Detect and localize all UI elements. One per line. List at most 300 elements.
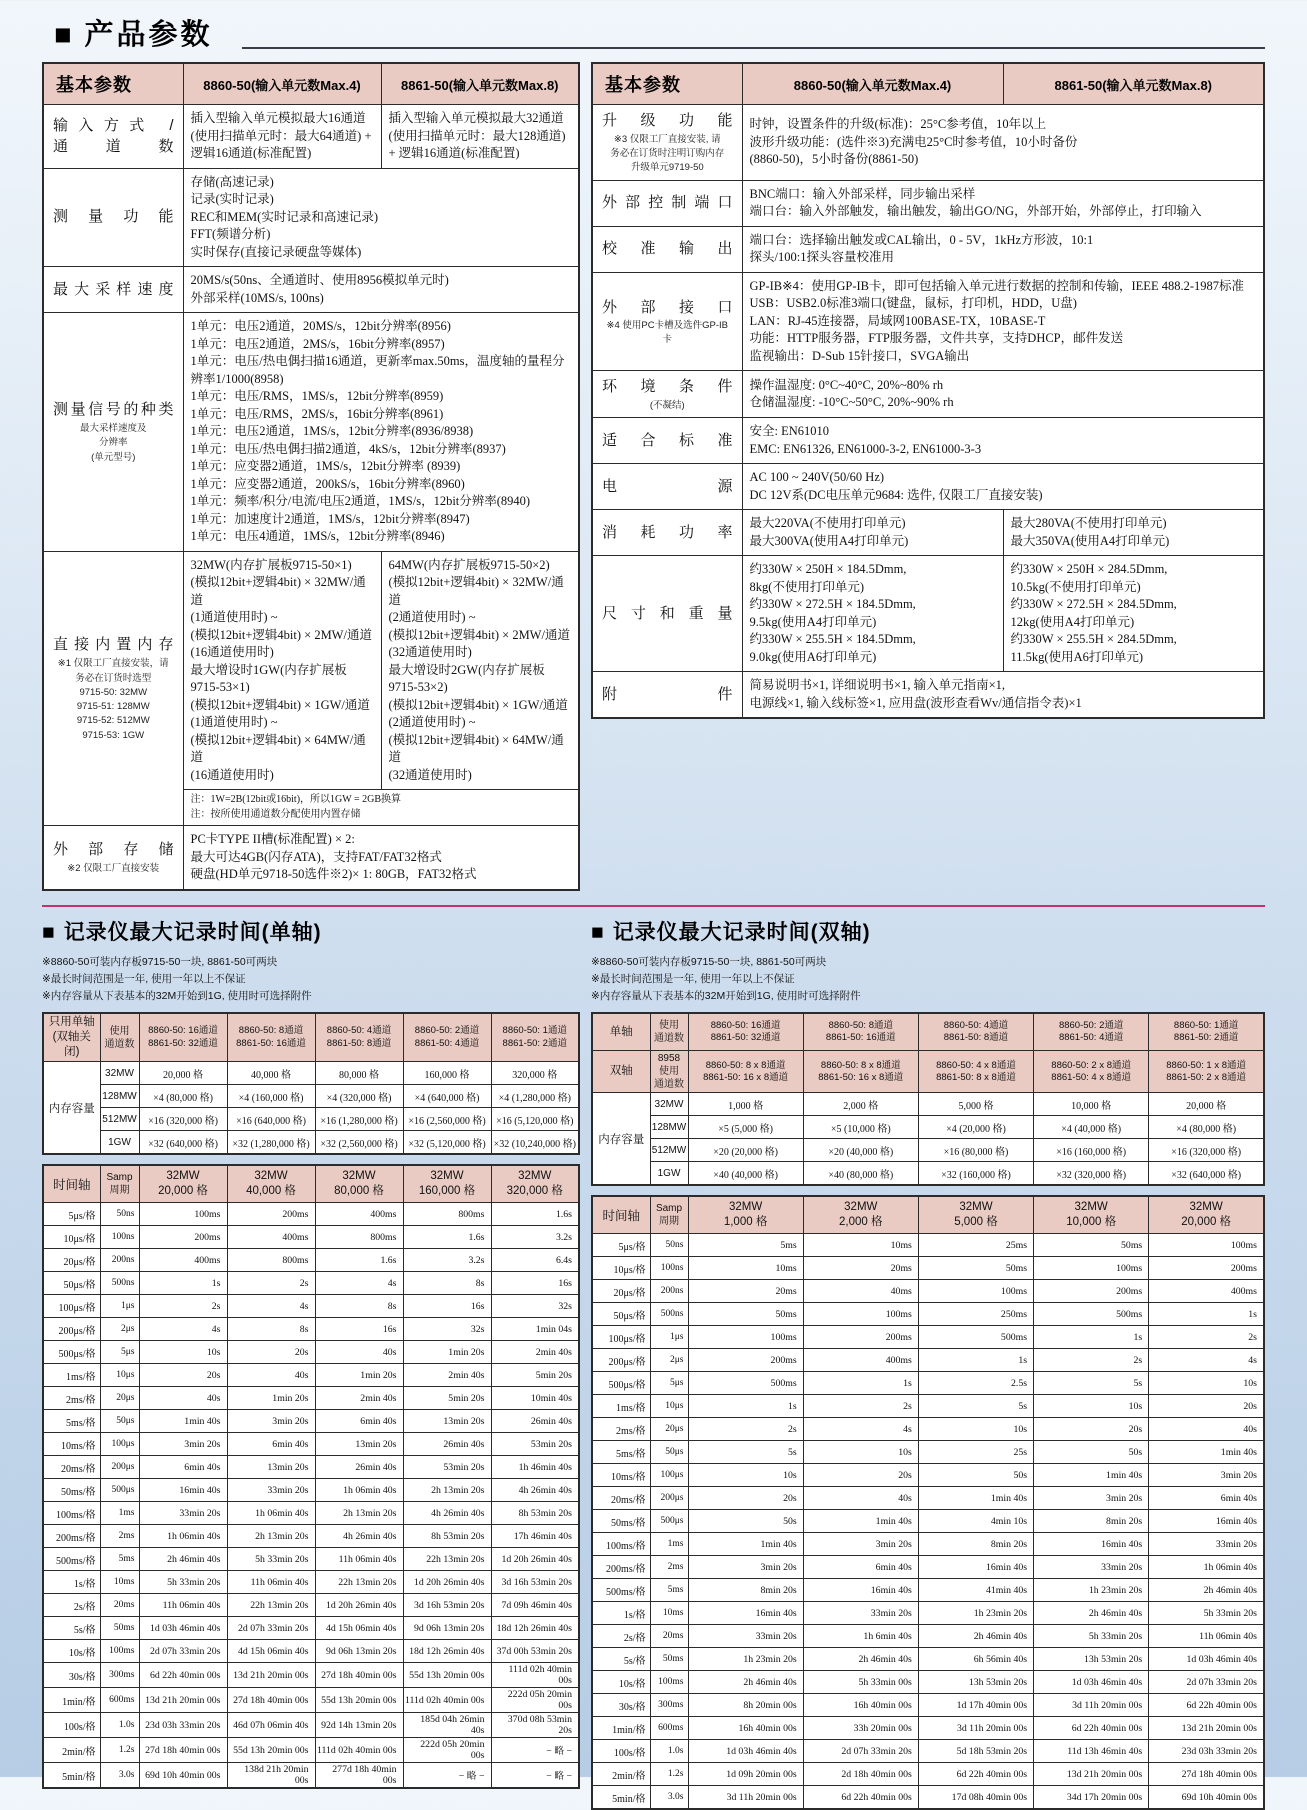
- record-time-value: 1s: [139, 1272, 227, 1295]
- record-time-value: 13min 20s: [227, 1456, 315, 1479]
- memory-size: 512MW: [650, 1139, 688, 1162]
- record-time-value: 1d 03h 46min 40s: [1149, 1648, 1264, 1671]
- text-line: 实时保存(直接记录硬盘等媒体): [190, 244, 362, 259]
- text-line: 8861-50: 32通道: [148, 1037, 218, 1049]
- time-row-label: 20μs/格: [592, 1280, 650, 1303]
- text-line: 探头/100:1探头容量校准用: [749, 250, 894, 265]
- record-time-value: 5h 33min 20s: [227, 1548, 315, 1571]
- record-time-value: 2d 07h 33min 20s: [1149, 1671, 1264, 1694]
- text-line: (模拟12bit+逻辑4bit) × 2MW/通道: [388, 627, 570, 642]
- text-line: (1通道使用时) ~: [190, 610, 278, 624]
- record-time-value: 200ms: [227, 1203, 315, 1226]
- row-label-text: 通道数: [53, 138, 174, 156]
- record-time-value: 1min 40s: [139, 1410, 227, 1433]
- samp-period-label: [100, 1165, 139, 1203]
- text-line: 8861-50: 8 x 8通道: [936, 1071, 1016, 1083]
- record-time-value: 25s: [918, 1441, 1033, 1464]
- row-label-text: 直接内置内存: [53, 636, 174, 654]
- time-row: [592, 1602, 1264, 1625]
- time-row: [592, 1303, 1264, 1326]
- record-time-value: 1.6s: [315, 1249, 403, 1272]
- text-line: 320,000 格: [506, 1185, 563, 1198]
- text-line: 约330W × 272.5H × 184.5Dmm,: [749, 597, 916, 612]
- spec-row-label: [43, 551, 183, 826]
- samp-period-value: 3.0s: [100, 1763, 139, 1789]
- text-line: (模拟12bit+逻辑4bit) × 64MW/通道: [388, 732, 564, 764]
- memory-size: 128MW: [100, 1085, 139, 1108]
- text-line: 32MW: [728, 1201, 763, 1214]
- dual-axis-time-table: [591, 1195, 1265, 1810]
- time-header-row: [592, 1196, 1264, 1234]
- text-line: AC 100 ~ 240V(50/60 Hz): [749, 470, 885, 485]
- memory-value: 80,000 格: [315, 1062, 403, 1085]
- text-line: 8860-50: 1通道: [1173, 1020, 1239, 1032]
- memory-value: ×4 (640,000 格): [403, 1085, 491, 1108]
- text-line: 32MW: [959, 1201, 993, 1214]
- memory-value: ×16 (160,000 格): [1034, 1139, 1149, 1162]
- text-line: 20MS/s(50ns、全通道时、使用8956模拟单元时): [190, 273, 449, 287]
- text-line: 8860-50: 2通道: [414, 1025, 480, 1037]
- time-row-label: 500ms/格: [592, 1579, 650, 1602]
- param-header: 基本参数: [592, 63, 742, 105]
- time-row: [43, 1571, 579, 1594]
- spec-cell: [742, 105, 1264, 181]
- record-time-value: 2s: [1034, 1349, 1149, 1372]
- text-line: 32MW: [342, 1170, 376, 1183]
- time-row: [43, 1479, 579, 1502]
- record-time-value: 6d 22h 40min 00s: [1149, 1694, 1264, 1717]
- axis-corner: [592, 1013, 650, 1051]
- record-time-value: 3min 20s: [1149, 1464, 1264, 1487]
- record-time-value: 10s: [1149, 1372, 1264, 1395]
- text-line: 32MW: [430, 1170, 464, 1183]
- spec-row-label: [592, 180, 742, 226]
- row-label-text: 最大采样速度: [53, 280, 174, 298]
- text-line: 64MW(内存扩展板9715-50×2): [388, 557, 550, 572]
- row-label-text: 尺寸和重量: [602, 604, 733, 622]
- record-time-value: 6min 40s: [1149, 1487, 1264, 1510]
- text-line: 功能：HTTP服务器，FTP服务器，文件共享，支持DHCP，邮件发送: [749, 331, 1124, 346]
- record-time-value: 2h 13min 20s: [227, 1525, 315, 1548]
- record-time-value: 13min 20s: [315, 1433, 403, 1456]
- time-row-label: 50ms/格: [43, 1479, 100, 1502]
- single-axis-notes: [42, 954, 580, 1004]
- text-line: (模拟12bit+逻辑4bit) × 1GW/通道: [388, 697, 568, 712]
- time-row: [43, 1640, 579, 1663]
- time-row-label: 50μs/格: [592, 1303, 650, 1326]
- memory-value: ×4 (1,280,000 格): [491, 1085, 579, 1108]
- time-row-label: 30s/格: [43, 1663, 100, 1688]
- record-time-value: 1h 46min 40s: [491, 1456, 579, 1479]
- spec-row-label: [592, 226, 742, 272]
- spec-cell: [183, 826, 579, 890]
- text-line: EMC: EN61326, EN61000-3-2, EN61000-3-3: [749, 441, 982, 456]
- text-line: 通道数: [654, 1079, 684, 1091]
- samp-period-value: 1ms: [100, 1502, 139, 1525]
- spec-row: [43, 267, 579, 313]
- dual-axis-heading-text: 记录仪最大记录时间(双轴): [612, 921, 871, 944]
- record-time-value: 37d 00h 53min 20s: [491, 1640, 579, 1663]
- samp-period-value: 2ms: [100, 1525, 139, 1548]
- text-line: 8861-50: 16 x 8通道: [703, 1071, 789, 1083]
- record-time-value: 1min 40s: [688, 1533, 803, 1556]
- text-line: 32MW: [1074, 1201, 1108, 1214]
- record-time-value: 6d 22h 40min 00s: [918, 1763, 1033, 1786]
- time-row-label: 500ms/格: [43, 1548, 100, 1571]
- row-label-text: 电源: [602, 477, 733, 495]
- text-line: 约330W × 272.5H × 284.5Dmm,: [1010, 597, 1177, 612]
- text-line: 1单元：电压/RMS，2MS/s，16bit分辨率(8961): [190, 406, 444, 421]
- text-line: 最大可达4GB(闪存ATA)，支持FAT/FAT32格式: [190, 849, 442, 864]
- spec-row-label: [592, 105, 742, 181]
- record-time-value: 16s: [315, 1318, 403, 1341]
- record-time-value: 1d 03h 46min 40s: [688, 1740, 803, 1763]
- text-line: 注：按所使用通道数分配使用内置存储: [190, 808, 361, 820]
- section-bullet-icon: ■: [54, 19, 75, 51]
- time-row-label: 50ms/格: [592, 1510, 650, 1533]
- text-line: 8860-50: 8 x 8通道: [705, 1059, 786, 1071]
- time-row-label: 100μs/格: [43, 1295, 100, 1318]
- record-time-value: 2s: [1149, 1326, 1264, 1349]
- samp-period-value: 600ms: [650, 1717, 688, 1740]
- row-label-text: 测量信号的种类: [53, 401, 174, 419]
- channel-header: [315, 1013, 403, 1061]
- record-time-value: 3min 20s: [1034, 1487, 1149, 1510]
- text-line: 8861-50: 32通道: [710, 1032, 781, 1044]
- time-row: [592, 1786, 1264, 1810]
- spec-cell: [183, 168, 579, 267]
- note-line: ※内存容量从下表基本的32M开始到1G, 使用时可选择附件: [42, 989, 312, 1002]
- page-title-text: 产品参数: [84, 19, 213, 51]
- spec-cell: [183, 313, 579, 552]
- time-row: [592, 1395, 1264, 1418]
- time-axis-label: 时间轴: [592, 1196, 650, 1234]
- text-line: 单轴: [609, 1025, 633, 1038]
- memory-value: ×16 (2,560,000 格): [403, 1108, 491, 1131]
- time-row-label: 1s/格: [43, 1571, 100, 1594]
- record-time-value: 6min 40s: [803, 1556, 918, 1579]
- samp-period-value: 500μs: [650, 1510, 688, 1533]
- spec-header-row: [43, 63, 579, 105]
- record-time-value: 23d 03h 33min 20s: [1149, 1740, 1264, 1763]
- record-time-value: 222d 05h 20min 00s: [403, 1738, 491, 1763]
- row-label-note: 最大采样速度及: [79, 423, 147, 435]
- time-row: [592, 1418, 1264, 1441]
- record-time-value: 13d 21h 20min 00s: [227, 1663, 315, 1688]
- time-row-label: 100ms/格: [592, 1533, 650, 1556]
- record-time-value: 33min 20s: [803, 1602, 918, 1625]
- row-label-text: 升级功能: [602, 112, 733, 129]
- time-col-header: [403, 1165, 491, 1203]
- record-time-value: 16min 40s: [1149, 1510, 1264, 1533]
- record-time-value: − 略 −: [491, 1738, 579, 1763]
- samp-period-value: 10μs: [650, 1395, 688, 1418]
- text-line: 32MW: [254, 1170, 288, 1183]
- record-time-value: 55d 13h 20min 00s: [315, 1688, 403, 1713]
- channel-header: [918, 1051, 1033, 1093]
- time-row: [43, 1364, 579, 1387]
- memory-value: ×32 (640,000 格): [1149, 1162, 1264, 1186]
- text-line: 9.0kg(使用A6打印单元): [749, 649, 877, 664]
- time-row-label: 5min/格: [592, 1786, 650, 1810]
- text-line: 1单元：电压/热电偶扫描16通道，更新率max.50ms，温度轴的量程分辨率1/1000(8958): [190, 354, 565, 386]
- record-time-value: 33min 20s: [227, 1479, 315, 1502]
- memory-value: ×4 (80,000 格): [139, 1085, 227, 1108]
- row-label-note: ※1 仅限工厂直接安装，请: [57, 658, 169, 670]
- text-line: 最大300VA(使用A4打印单元): [749, 533, 909, 548]
- memory-value: ×16 (640,000 格): [227, 1108, 315, 1131]
- record-time-value: 4d 15h 06min 40s: [227, 1640, 315, 1663]
- samp-period-value: 100ms: [650, 1671, 688, 1694]
- record-time-value: 250ms: [918, 1303, 1033, 1326]
- text-line: 使用: [659, 1066, 679, 1078]
- record-time-value: 277d 18h 40min 00s: [315, 1763, 403, 1789]
- samp-period-value: 5ms: [100, 1548, 139, 1571]
- record-time-value: 1h 23min 20s: [918, 1602, 1033, 1625]
- text-line: 8958: [657, 1053, 681, 1065]
- memory-value: ×40 (80,000 格): [803, 1162, 918, 1186]
- time-row-label: 2ms/格: [43, 1387, 100, 1410]
- record-time-value: 100ms: [1034, 1257, 1149, 1280]
- samp-period-value: 600ms: [100, 1688, 139, 1713]
- text-line: 安全: EN61010: [749, 424, 830, 439]
- memory-value: ×5 (5,000 格): [688, 1116, 803, 1139]
- text-line: 使用: [109, 1025, 130, 1037]
- record-time-value: 100ms: [1149, 1234, 1264, 1257]
- record-time-value: 13d 21h 20min 00s: [1149, 1717, 1264, 1740]
- text-line: 8860-50: 1通道: [502, 1025, 567, 1037]
- record-time-value: 50s: [688, 1510, 803, 1533]
- spec-row: [43, 105, 579, 169]
- record-time-value: 4s: [315, 1272, 403, 1295]
- record-time-value: 46d 07h 06min 40s: [227, 1713, 315, 1738]
- memory-value: 2,000 格: [803, 1093, 918, 1116]
- spec-cell: [183, 267, 579, 313]
- record-time-value: 34d 17h 20min 00s: [1034, 1786, 1149, 1810]
- record-time-value: 13d 21h 20min 00s: [1034, 1763, 1149, 1786]
- record-time-value: 1min 04s: [491, 1318, 579, 1341]
- model-header: 8860-50(输入单元数Max.4): [742, 63, 1003, 105]
- record-time-value: 1s: [1149, 1303, 1264, 1326]
- record-time-value: 1min 40s: [918, 1487, 1033, 1510]
- text-line: 8860-50: 8通道: [238, 1025, 304, 1037]
- spec-row-label: [43, 826, 183, 890]
- record-time-value: − 略 −: [491, 1763, 579, 1789]
- record-time-value: 50ms: [918, 1257, 1033, 1280]
- time-row: [592, 1533, 1264, 1556]
- record-time-value: 11h 06min 40s: [1149, 1625, 1264, 1648]
- memory-row: [43, 1131, 579, 1155]
- samp-period-value: 100μs: [100, 1433, 139, 1456]
- channels-used-label: [650, 1051, 688, 1093]
- text-line: 约330W × 250H × 184.5Dmm,: [749, 562, 907, 577]
- channel-header: [688, 1013, 803, 1051]
- text-line: 时钟，设置条件的升级(标准)：25°C参考值，10年以上: [749, 117, 1047, 132]
- record-time-value: 800ms: [403, 1203, 491, 1226]
- text-line: 8860-50: 1 x 8通道: [1166, 1059, 1246, 1071]
- record-time-value: 16min 40s: [803, 1579, 918, 1602]
- record-time-value: 4s: [803, 1418, 918, 1441]
- record-time-value: 2d 07h 33min 20s: [803, 1740, 918, 1763]
- record-time-value: 5h 33min 20s: [139, 1571, 227, 1594]
- time-row-label: 200μs/格: [592, 1349, 650, 1372]
- time-row-label: 1ms/格: [592, 1395, 650, 1418]
- samp-period-value: 100μs: [650, 1464, 688, 1487]
- samp-period-value: 50ns: [650, 1234, 688, 1257]
- spec-row-label: [43, 267, 183, 313]
- time-row: [43, 1525, 579, 1548]
- record-time-value: 2h 13min 20s: [403, 1479, 491, 1502]
- text-line: 10,000 格: [1066, 1216, 1117, 1229]
- channel-header: [1149, 1051, 1264, 1093]
- text-line: 8861-50: 2 x 8通道: [1166, 1071, 1246, 1083]
- time-row: [592, 1740, 1264, 1763]
- record-time-value: 23d 03h 33min 20s: [139, 1713, 227, 1738]
- record-time-value: 4h 26min 40s: [491, 1479, 579, 1502]
- record-time-value: 6min 40s: [227, 1433, 315, 1456]
- record-time-value: 2.5s: [918, 1372, 1033, 1395]
- model-header: 8861-50(输入单元数Max.8): [381, 63, 579, 105]
- memory-row: [43, 1085, 579, 1108]
- row-label-text: 输入方式 /: [53, 116, 174, 134]
- text-line: 8860-50: 8 x 8通道: [820, 1059, 901, 1071]
- time-row-label: 2ms/格: [592, 1418, 650, 1441]
- time-row: [592, 1579, 1264, 1602]
- row-label-note: 务必在订货时选型: [75, 672, 152, 684]
- record-time-value: 4min 10s: [918, 1510, 1033, 1533]
- record-time-value: 50ms: [688, 1303, 803, 1326]
- time-row-label: 10s/格: [592, 1671, 650, 1694]
- row-label-text: 外部接口: [602, 298, 733, 316]
- time-row-label: 200ms/格: [43, 1525, 100, 1548]
- text-line: 插入型输入单元模拟最大16通道(使用扫描单元时：最大64通道) + 逻辑16通道(标准配置): [190, 111, 372, 160]
- text-line: 通道数: [654, 1033, 684, 1045]
- text-line: DC 12V系(DC电压单元9684: 选件, 仅限工厂直接安装): [749, 487, 1043, 502]
- text-line: 操作温湿度: 0°C~40°C, 20%~80% rh: [749, 377, 944, 392]
- time-row-label: 10μs/格: [43, 1226, 100, 1249]
- record-time-value: 100ms: [688, 1326, 803, 1349]
- record-time-value: 400ms: [803, 1349, 918, 1372]
- record-time-value: 2h 46min 40s: [1149, 1579, 1264, 1602]
- memory-value: ×40 (40,000 格): [688, 1162, 803, 1186]
- spec-cell: [742, 180, 1264, 226]
- time-row: [592, 1556, 1264, 1579]
- record-time-value: 4s: [139, 1318, 227, 1341]
- text-line: 8861-50: 8通道: [943, 1032, 1009, 1044]
- section-bullet-icon: ■: [591, 921, 605, 944]
- axis-header-row: [592, 1051, 1264, 1093]
- time-col-header: [491, 1165, 579, 1203]
- dual-axis-heading: [591, 916, 1265, 946]
- samp-period-value: 50ms: [650, 1648, 688, 1671]
- param-header: 基本参数: [43, 63, 183, 105]
- row-label-note: 分辨率: [98, 437, 128, 449]
- record-time-value: 13h 53min 20s: [1034, 1648, 1149, 1671]
- samp-period-value: 1ms: [650, 1533, 688, 1556]
- memory-row: [592, 1162, 1264, 1186]
- samp-period-value: 300ms: [650, 1694, 688, 1717]
- spec-header-row: [592, 63, 1264, 105]
- memory-value: ×4 (40,000 格): [1034, 1116, 1149, 1139]
- text-line: 记录(实时记录): [190, 192, 274, 206]
- record-time-value: 1s: [803, 1372, 918, 1395]
- record-time-value: 2d 18h 40min 00s: [803, 1763, 918, 1786]
- record-time-value: 3min 20s: [139, 1433, 227, 1456]
- record-time-value: 10s: [1034, 1395, 1149, 1418]
- spec-row: [592, 272, 1264, 371]
- time-row: [43, 1341, 579, 1364]
- text-line: 注：1W=2B(12bit或16bit)，所以1GW = 2GB换算: [190, 794, 402, 805]
- samp-period-value: 200μs: [650, 1487, 688, 1510]
- text-line: 32MW(内存扩展板9715-50×1): [190, 557, 352, 572]
- record-time-value: 1d 03h 46min 40s: [1034, 1671, 1149, 1694]
- text-line: 8860-50: 4通道: [326, 1025, 392, 1037]
- record-time-value: 1min 40s: [1149, 1441, 1264, 1464]
- samp-period-value: 1μs: [100, 1295, 139, 1318]
- time-axis-label: 时间轴: [43, 1165, 100, 1203]
- dual-axis-capacity-table: [591, 1012, 1265, 1186]
- text-line: 12kg(使用A4打印单元): [1010, 614, 1135, 629]
- text-line: 最大增设时1GW(内存扩展板9715-53×1): [190, 662, 347, 694]
- spec-row-label: [592, 510, 742, 556]
- text-line: 波形升级功能：(选件※3)充满电25°C时参考值，10小时备份: [749, 134, 1078, 149]
- spec-row: [43, 551, 579, 790]
- time-row: [592, 1464, 1264, 1487]
- spec-cell: [183, 105, 381, 169]
- record-time-value: 5d 18h 53min 20s: [918, 1740, 1033, 1763]
- time-row-label: 30s/格: [592, 1694, 650, 1717]
- text-line: 最大280VA(不使用打印单元): [1010, 516, 1167, 531]
- record-time-value: 33min 20s: [1149, 1533, 1264, 1556]
- text-line: 8860-50: 2通道: [1058, 1020, 1124, 1032]
- time-col-header: [918, 1196, 1033, 1234]
- record-time-value: 2h 46min 40s: [688, 1671, 803, 1694]
- text-line: (32通道使用时): [388, 767, 472, 782]
- text-line: 20,000 格: [1181, 1216, 1232, 1229]
- record-time-value: 8s: [315, 1295, 403, 1318]
- record-time-value: 100ms: [803, 1303, 918, 1326]
- record-time-value: 1h 06min 40s: [315, 1479, 403, 1502]
- record-time-value: 1h 6min 40s: [803, 1625, 918, 1648]
- spec-cell: [742, 418, 1264, 464]
- time-row-label: 5ms/格: [592, 1441, 650, 1464]
- row-label-note: 务必在订货时注明订购内存: [610, 148, 725, 160]
- samp-period-value: 500ns: [100, 1272, 139, 1295]
- spec-row: [592, 226, 1264, 272]
- time-row: [592, 1349, 1264, 1372]
- note-line: ※最长时间范围是一年, 使用一年以上不保证: [42, 972, 246, 985]
- record-time-value: 1min 20s: [403, 1341, 491, 1364]
- record-time-value: 4h 26min 40s: [315, 1525, 403, 1548]
- samp-period-value: 1.0s: [100, 1713, 139, 1738]
- time-row-label: 5μs/格: [592, 1234, 650, 1257]
- samp-period-value: 50ms: [100, 1617, 139, 1640]
- text-line: 8861-50: 8通道: [326, 1037, 392, 1049]
- record-time-value: 16h 40min 00s: [688, 1717, 803, 1740]
- samp-period-value: 50ns: [100, 1203, 139, 1226]
- spec-cell: [742, 672, 1264, 719]
- spec-row: [592, 105, 1264, 181]
- memory-value: ×16 (80,000 格): [918, 1139, 1033, 1162]
- record-time-value: 8s: [403, 1272, 491, 1295]
- memory-row: [43, 1062, 579, 1085]
- time-row: [43, 1249, 579, 1272]
- text-line: GP-IB※4：使用GP-IB卡，即可包括输入单元进行数据的控制和传输，IEEE 488.2-1987标准: [749, 278, 1244, 293]
- memory-value: 40,000 格: [227, 1062, 315, 1085]
- single-axis-time-table: [42, 1164, 580, 1789]
- record-time-value: 138d 21h 20min 00s: [227, 1763, 315, 1789]
- record-time-value: 2h 46min 40s: [918, 1625, 1033, 1648]
